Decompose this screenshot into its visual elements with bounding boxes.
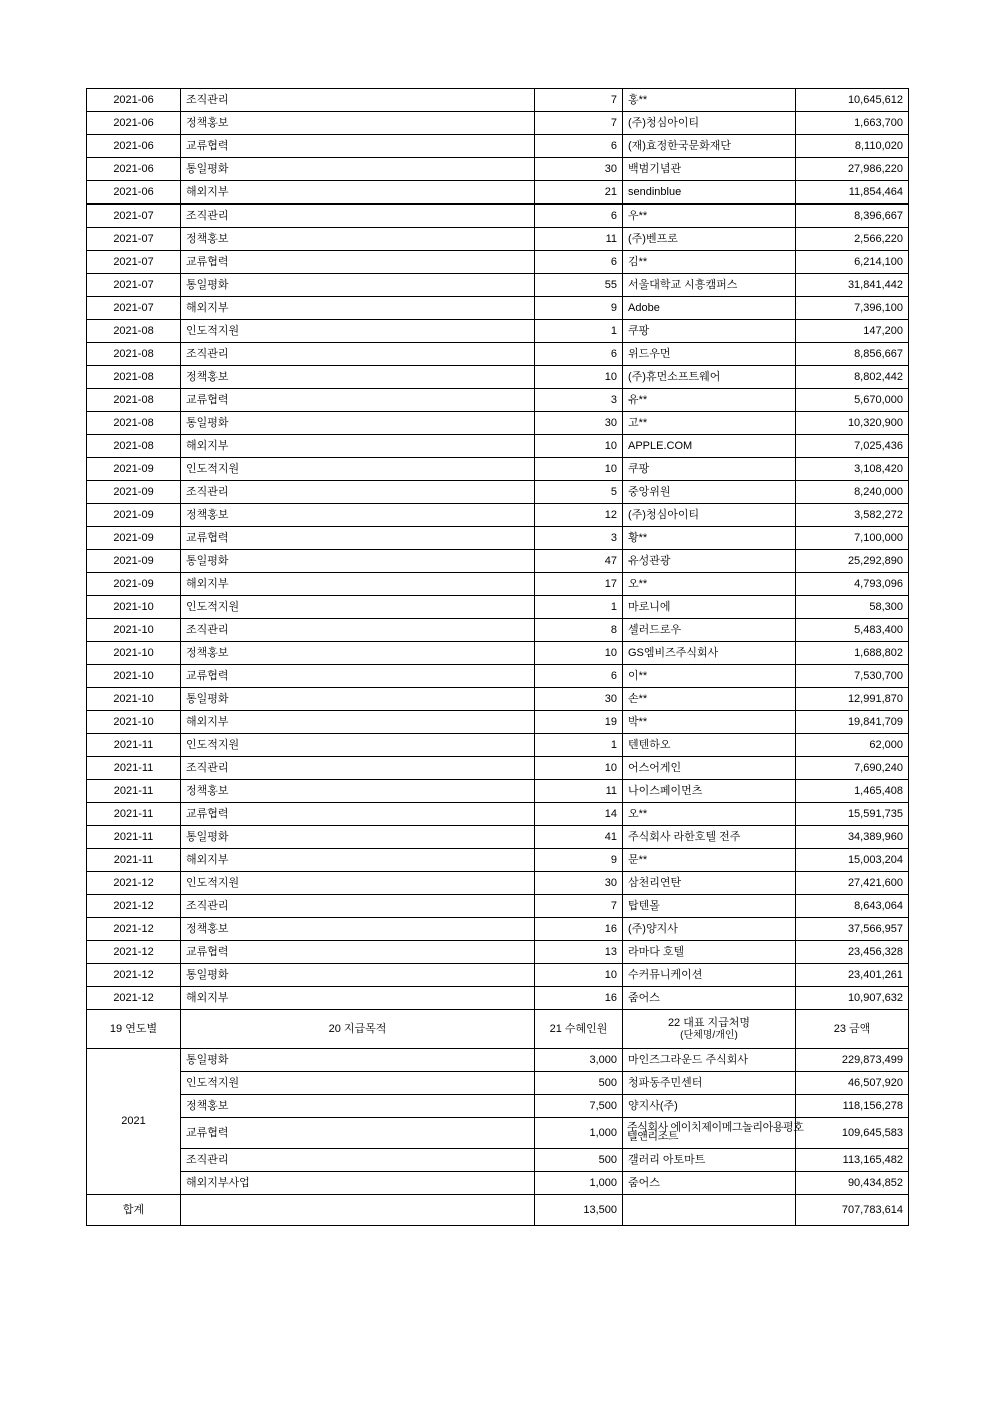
- cell-payee: (주)벤프로: [623, 228, 796, 251]
- cell-period: 2021-09: [87, 573, 181, 596]
- cell-purpose: 조직관리: [181, 481, 535, 504]
- cell-payee: 황**: [623, 527, 796, 550]
- cell-period: 2021-12: [87, 918, 181, 941]
- cell-amount: 6,214,100: [796, 251, 909, 274]
- table-row: [87, 757, 909, 780]
- cell-period: 2021-10: [87, 665, 181, 688]
- cell-period: 2021-10: [87, 619, 181, 642]
- cell-amount: 23,401,261: [796, 964, 909, 987]
- header-payee-line2: (단체명/개인): [680, 1029, 738, 1041]
- cell-period: 2021-07: [87, 297, 181, 320]
- summary-cell-purpose: 통일평화: [181, 1049, 535, 1072]
- cell-amount: 62,000: [796, 734, 909, 757]
- summary-rows-body: [87, 1010, 909, 1226]
- summary-cell-amount: 229,873,499: [796, 1049, 909, 1072]
- cell-amount: 11,854,464: [796, 181, 909, 205]
- cell-count: 12: [535, 504, 623, 527]
- cell-amount: 1,465,408: [796, 780, 909, 803]
- table-row: [87, 204, 909, 228]
- cell-payee: 쿠팡: [623, 320, 796, 343]
- cell-period: 2021-07: [87, 228, 181, 251]
- cell-amount: 8,240,000: [796, 481, 909, 504]
- table-row: [87, 481, 909, 504]
- cell-count: 11: [535, 780, 623, 803]
- cell-amount: 15,003,204: [796, 849, 909, 872]
- cell-purpose: 조직관리: [181, 757, 535, 780]
- summary-cell-amount: 90,434,852: [796, 1172, 909, 1195]
- cell-count: 1: [535, 596, 623, 619]
- cell-count: 7: [535, 895, 623, 918]
- cell-payee: 고**: [623, 412, 796, 435]
- cell-payee: 김**: [623, 251, 796, 274]
- summary-cell-payee-text: 주식회사 에이치제이메그놀리아용평호텔앤리조트: [627, 1121, 804, 1143]
- cell-period: 2021-06: [87, 112, 181, 135]
- cell-count: 7: [535, 112, 623, 135]
- cell-period: 2021-10: [87, 642, 181, 665]
- summary-cell-count: 500: [535, 1072, 623, 1095]
- cell-period: 2021-11: [87, 757, 181, 780]
- cell-purpose: 통일평화: [181, 158, 535, 181]
- summary-row: [87, 1172, 909, 1195]
- summary-cell-count: 1,000: [535, 1172, 623, 1195]
- table-row: [87, 849, 909, 872]
- table-row: [87, 504, 909, 527]
- cell-count: 30: [535, 872, 623, 895]
- table-row: [87, 872, 909, 895]
- table-row: [87, 228, 909, 251]
- cell-count: 41: [535, 826, 623, 849]
- cell-payee: 서울대학교 시흥캠퍼스: [623, 274, 796, 297]
- summary-cell-count: 500: [535, 1149, 623, 1172]
- cell-count: 10: [535, 642, 623, 665]
- table-row: [87, 366, 909, 389]
- header-payee-line1: 22 대표 지급처명: [667, 1017, 751, 1030]
- cell-amount: 5,670,000: [796, 389, 909, 412]
- cell-period: 2021-08: [87, 389, 181, 412]
- cell-purpose: 인도적지원: [181, 596, 535, 619]
- table-row: [87, 435, 909, 458]
- header-payee: [623, 1010, 796, 1049]
- cell-amount: 58,300: [796, 596, 909, 619]
- cell-payee: 마로니에: [623, 596, 796, 619]
- cell-purpose: 인도적지원: [181, 872, 535, 895]
- cell-amount: 31,841,442: [796, 274, 909, 297]
- summary-cell-amount: 113,165,482: [796, 1149, 909, 1172]
- cell-count: 47: [535, 550, 623, 573]
- cell-count: 6: [535, 204, 623, 228]
- cell-purpose: 교류협력: [181, 251, 535, 274]
- cell-count: 5: [535, 481, 623, 504]
- cell-payee: 유**: [623, 389, 796, 412]
- cell-count: 30: [535, 688, 623, 711]
- summary-cell-count: 3,000: [535, 1049, 623, 1072]
- cell-amount: 8,643,064: [796, 895, 909, 918]
- cell-payee: 텐텐하오: [623, 734, 796, 757]
- cell-purpose: 조직관리: [181, 895, 535, 918]
- cell-purpose: 교류협력: [181, 665, 535, 688]
- cell-period: 2021-06: [87, 89, 181, 112]
- cell-purpose: 정책홍보: [181, 366, 535, 389]
- header-purpose: 20 지급목적: [181, 1010, 535, 1049]
- cell-amount: 15,591,735: [796, 803, 909, 826]
- cell-purpose: 조직관리: [181, 89, 535, 112]
- cell-payee: 주식회사 라한호텔 전주: [623, 826, 796, 849]
- cell-purpose: 해외지부: [181, 987, 535, 1010]
- cell-count: 6: [535, 665, 623, 688]
- cell-purpose: 통일평화: [181, 826, 535, 849]
- cell-period: 2021-09: [87, 550, 181, 573]
- cell-payee: 쿠팡: [623, 458, 796, 481]
- payment-table: [86, 88, 909, 1226]
- total-cell-amount: 707,783,614: [796, 1195, 909, 1226]
- cell-period: 2021-09: [87, 527, 181, 550]
- table-row: [87, 158, 909, 181]
- table-row: [87, 596, 909, 619]
- cell-amount: 23,456,328: [796, 941, 909, 964]
- cell-purpose: 교류협력: [181, 527, 535, 550]
- header-period: 19 연도별: [87, 1010, 181, 1049]
- cell-purpose: 인도적지원: [181, 734, 535, 757]
- cell-payee: 줌어스: [623, 987, 796, 1010]
- cell-period: 2021-08: [87, 320, 181, 343]
- cell-count: 10: [535, 366, 623, 389]
- cell-period: 2021-11: [87, 849, 181, 872]
- cell-count: 11: [535, 228, 623, 251]
- cell-payee: 백범기념관: [623, 158, 796, 181]
- cell-count: 6: [535, 343, 623, 366]
- cell-purpose: 인도적지원: [181, 320, 535, 343]
- cell-period: 2021-07: [87, 204, 181, 228]
- table-row: [87, 619, 909, 642]
- cell-period: 2021-12: [87, 987, 181, 1010]
- cell-period: 2021-10: [87, 688, 181, 711]
- cell-purpose: 해외지부: [181, 711, 535, 734]
- cell-payee: 어스어게인: [623, 757, 796, 780]
- cell-amount: 7,530,700: [796, 665, 909, 688]
- cell-period: 2021-10: [87, 711, 181, 734]
- cell-payee: GS엠비즈주식회사: [623, 642, 796, 665]
- table-row: [87, 803, 909, 826]
- table-row: [87, 389, 909, 412]
- cell-payee: 라마다 호텔: [623, 941, 796, 964]
- cell-period: 2021-11: [87, 826, 181, 849]
- cell-payee: sendinblue: [623, 181, 796, 205]
- table-row: [87, 987, 909, 1010]
- cell-payee: 중앙위원: [623, 481, 796, 504]
- cell-amount: 19,841,709: [796, 711, 909, 734]
- table-row: [87, 918, 909, 941]
- summary-cell-purpose: 인도적지원: [181, 1072, 535, 1095]
- cell-amount: 8,856,667: [796, 343, 909, 366]
- cell-purpose: 조직관리: [181, 619, 535, 642]
- payment-table-container: [86, 88, 908, 1226]
- cell-count: 10: [535, 458, 623, 481]
- cell-count: 9: [535, 849, 623, 872]
- table-row: [87, 89, 909, 112]
- cell-purpose: 인도적지원: [181, 458, 535, 481]
- cell-count: 21: [535, 181, 623, 205]
- cell-payee: (주)양지사: [623, 918, 796, 941]
- cell-amount: 3,108,420: [796, 458, 909, 481]
- header-amount: 23 금액: [796, 1010, 909, 1049]
- cell-count: 10: [535, 757, 623, 780]
- cell-amount: 1,688,802: [796, 642, 909, 665]
- table-row: [87, 251, 909, 274]
- total-label: 합계: [87, 1195, 181, 1226]
- cell-period: 2021-11: [87, 734, 181, 757]
- cell-payee: (주)청심아이티: [623, 112, 796, 135]
- cell-amount: 8,396,667: [796, 204, 909, 228]
- table-row: [87, 711, 909, 734]
- cell-amount: 27,421,600: [796, 872, 909, 895]
- cell-purpose: 해외지부: [181, 435, 535, 458]
- summary-cell-amount: 109,645,583: [796, 1118, 909, 1149]
- summary-cell-purpose: 해외지부사업: [181, 1172, 535, 1195]
- cell-count: 6: [535, 251, 623, 274]
- summary-header-row: [87, 1010, 909, 1049]
- summary-cell-purpose: 교류협력: [181, 1118, 535, 1149]
- cell-payee: 유성관광: [623, 550, 796, 573]
- cell-purpose: 정책홍보: [181, 642, 535, 665]
- table-row: [87, 274, 909, 297]
- table-row: [87, 458, 909, 481]
- cell-purpose: 해외지부: [181, 849, 535, 872]
- cell-payee: 이**: [623, 665, 796, 688]
- cell-period: 2021-08: [87, 366, 181, 389]
- cell-purpose: 교류협력: [181, 135, 535, 158]
- table-row: [87, 642, 909, 665]
- cell-amount: 7,025,436: [796, 435, 909, 458]
- cell-amount: 27,986,220: [796, 158, 909, 181]
- cell-period: 2021-11: [87, 780, 181, 803]
- summary-row: [87, 1149, 909, 1172]
- cell-period: 2021-06: [87, 135, 181, 158]
- cell-amount: 8,110,020: [796, 135, 909, 158]
- cell-amount: 34,389,960: [796, 826, 909, 849]
- summary-row: [87, 1118, 909, 1149]
- cell-period: 2021-08: [87, 435, 181, 458]
- cell-purpose: 해외지부: [181, 573, 535, 596]
- table-row: [87, 573, 909, 596]
- cell-count: 6: [535, 135, 623, 158]
- summary-cell-payee: 줌어스: [623, 1172, 796, 1195]
- cell-payee: 오**: [623, 803, 796, 826]
- table-row: [87, 550, 909, 573]
- cell-amount: 4,793,096: [796, 573, 909, 596]
- cell-payee: 홍**: [623, 89, 796, 112]
- cell-purpose: 통일평화: [181, 550, 535, 573]
- cell-period: 2021-12: [87, 872, 181, 895]
- cell-period: 2021-07: [87, 251, 181, 274]
- cell-count: 19: [535, 711, 623, 734]
- cell-payee: 나이스페이먼츠: [623, 780, 796, 803]
- cell-period: 2021-12: [87, 964, 181, 987]
- total-row: [87, 1195, 909, 1226]
- cell-period: 2021-09: [87, 458, 181, 481]
- cell-payee: (주)휴먼소프트웨어: [623, 366, 796, 389]
- cell-purpose: 해외지부: [181, 297, 535, 320]
- table-row: [87, 688, 909, 711]
- cell-amount: 10,320,900: [796, 412, 909, 435]
- cell-purpose: 정책홍보: [181, 504, 535, 527]
- table-row: [87, 112, 909, 135]
- cell-purpose: 통일평화: [181, 964, 535, 987]
- table-row: [87, 665, 909, 688]
- cell-count: 1: [535, 734, 623, 757]
- cell-amount: 1,663,700: [796, 112, 909, 135]
- cell-count: 55: [535, 274, 623, 297]
- cell-count: 9: [535, 297, 623, 320]
- cell-period: 2021-12: [87, 895, 181, 918]
- cell-period: 2021-08: [87, 343, 181, 366]
- cell-amount: 37,566,957: [796, 918, 909, 941]
- cell-period: 2021-07: [87, 274, 181, 297]
- summary-cell-amount: 118,156,278: [796, 1095, 909, 1118]
- cell-period: 2021-06: [87, 158, 181, 181]
- cell-count: 30: [535, 412, 623, 435]
- cell-amount: 2,566,220: [796, 228, 909, 251]
- cell-amount: 10,645,612: [796, 89, 909, 112]
- cell-payee: 탑텐몰: [623, 895, 796, 918]
- summary-cell-payee: 마인즈그라운드 주식회사: [623, 1049, 796, 1072]
- cell-amount: 12,991,870: [796, 688, 909, 711]
- table-row: [87, 780, 909, 803]
- cell-payee: 위드우먼: [623, 343, 796, 366]
- cell-amount: 7,100,000: [796, 527, 909, 550]
- table-row: [87, 343, 909, 366]
- cell-count: 8: [535, 619, 623, 642]
- cell-count: 1: [535, 320, 623, 343]
- cell-count: 16: [535, 987, 623, 1010]
- cell-payee: 삼천리연탄: [623, 872, 796, 895]
- cell-payee: APPLE.COM: [623, 435, 796, 458]
- summary-row: [87, 1072, 909, 1095]
- cell-amount: 147,200: [796, 320, 909, 343]
- summary-year-label: 2021: [87, 1049, 181, 1195]
- table-row: [87, 297, 909, 320]
- table-row: [87, 941, 909, 964]
- cell-period: 2021-10: [87, 596, 181, 619]
- cell-count: 13: [535, 941, 623, 964]
- summary-cell-purpose: 조직관리: [181, 1149, 535, 1172]
- summary-row: [87, 1095, 909, 1118]
- summary-cell-amount: 46,507,920: [796, 1072, 909, 1095]
- summary-cell-payee: 갤러리 아토마트: [623, 1149, 796, 1172]
- table-row: [87, 135, 909, 158]
- summary-cell-payee: 청파동주민센터: [623, 1072, 796, 1095]
- cell-purpose: 통일평화: [181, 688, 535, 711]
- summary-cell-payee: [623, 1118, 804, 1149]
- cell-count: 7: [535, 89, 623, 112]
- cell-purpose: 교류협력: [181, 803, 535, 826]
- cell-purpose: 정책홍보: [181, 918, 535, 941]
- cell-count: 10: [535, 964, 623, 987]
- table-row: [87, 527, 909, 550]
- monthly-rows-body: [87, 89, 909, 1010]
- summary-cell-payee: 양지사(주): [623, 1095, 796, 1118]
- table-row: [87, 734, 909, 757]
- cell-payee: 손**: [623, 688, 796, 711]
- cell-period: 2021-09: [87, 504, 181, 527]
- table-row: [87, 826, 909, 849]
- summary-row: [87, 1049, 909, 1072]
- cell-purpose: 정책홍보: [181, 228, 535, 251]
- cell-amount: 8,802,442: [796, 366, 909, 389]
- cell-amount: 5,483,400: [796, 619, 909, 642]
- cell-period: 2021-11: [87, 803, 181, 826]
- table-row: [87, 181, 909, 205]
- cell-period: 2021-09: [87, 481, 181, 504]
- cell-purpose: 조직관리: [181, 204, 535, 228]
- cell-payee: 셀러드로우: [623, 619, 796, 642]
- cell-count: 17: [535, 573, 623, 596]
- summary-cell-purpose: 정책홍보: [181, 1095, 535, 1118]
- cell-count: 3: [535, 527, 623, 550]
- cell-payee: 우**: [623, 204, 796, 228]
- cell-payee: Adobe: [623, 297, 796, 320]
- cell-payee: 문**: [623, 849, 796, 872]
- cell-payee: (재)효정한국문화재단: [623, 135, 796, 158]
- cell-amount: 7,690,240: [796, 757, 909, 780]
- cell-purpose: 통일평화: [181, 274, 535, 297]
- total-cell-count: 13,500: [535, 1195, 623, 1226]
- cell-amount: 3,582,272: [796, 504, 909, 527]
- cell-count: 14: [535, 803, 623, 826]
- cell-purpose: 교류협력: [181, 941, 535, 964]
- cell-count: 30: [535, 158, 623, 181]
- cell-payee: 박**: [623, 711, 796, 734]
- cell-count: 10: [535, 435, 623, 458]
- cell-amount: 25,292,890: [796, 550, 909, 573]
- cell-period: 2021-12: [87, 941, 181, 964]
- table-row: [87, 412, 909, 435]
- summary-cell-count: 1,000: [535, 1118, 623, 1149]
- table-row: [87, 895, 909, 918]
- cell-payee: (주)청심아이티: [623, 504, 796, 527]
- cell-amount: 7,396,100: [796, 297, 909, 320]
- cell-purpose: 정책홍보: [181, 112, 535, 135]
- cell-count: 3: [535, 389, 623, 412]
- cell-amount: 10,907,632: [796, 987, 909, 1010]
- cell-period: 2021-06: [87, 181, 181, 205]
- cell-purpose: 통일평화: [181, 412, 535, 435]
- total-cell-purpose: [181, 1195, 535, 1226]
- cell-purpose: 교류협력: [181, 389, 535, 412]
- cell-purpose: 해외지부: [181, 181, 535, 205]
- cell-payee: 수커뮤니케이션: [623, 964, 796, 987]
- cell-payee: 오**: [623, 573, 796, 596]
- table-row: [87, 964, 909, 987]
- cell-purpose: 정책홍보: [181, 780, 535, 803]
- cell-count: 16: [535, 918, 623, 941]
- header-count: 21 수혜인원: [535, 1010, 623, 1049]
- cell-period: 2021-08: [87, 412, 181, 435]
- total-cell-payee: [623, 1195, 796, 1226]
- summary-cell-count: 7,500: [535, 1095, 623, 1118]
- table-row: [87, 320, 909, 343]
- cell-purpose: 조직관리: [181, 343, 535, 366]
